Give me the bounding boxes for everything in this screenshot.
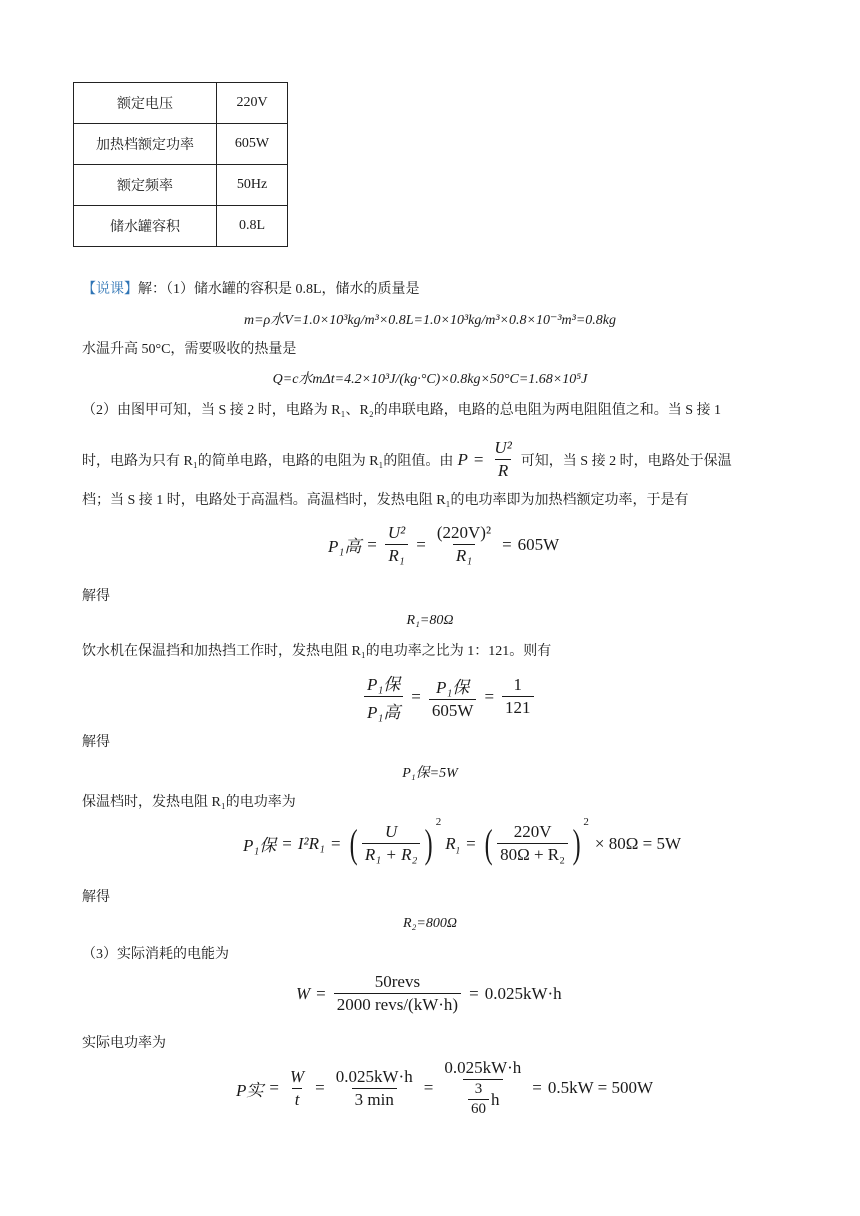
paragraph-text: （3）实际消耗的电能为 [82,947,229,962]
equation-mass: m=ρ水V=1.0×10³kg/m³×0.8L=1.0×10³kg/m³×0.8×10⁻³m³=0.8kg [243,313,617,328]
formula-denominator: 3 min [352,1088,397,1110]
paragraph-text: 档；当 S 接 1 时，电路处于高温档。高温档时，发热电阻 R₁的电功率即为加热档额定功率，于是有 [82,493,689,508]
formula-numerator: (220V)² [436,523,492,542]
formula-ratio: $\frac{\text{P₁保}}{\text{P₁高}}$ = $\frac{\text{P₁保}}{605W}$ = $\frac{1}{121}$ [362,670,536,723]
formula-denominator [463,1079,503,1118]
inner-unit: h [491,1089,500,1109]
spec-value: 220V [217,83,288,124]
inner-denominator: 60 [468,1099,489,1118]
paragraph-text: 可知，当 S 接 2 时，电路处于保温 [520,453,732,469]
formula-numerator: 220V [513,822,552,841]
formula-term: P实 [236,1080,264,1100]
formula-numerator: 50revs [374,972,421,991]
paragraph-text: 解得 [82,589,110,604]
spec-value: 0.8L [217,206,288,247]
formula-numerator: 0.025kW·h [335,1066,413,1086]
paragraph-text: 时，电路为只有 R₁的简单电路，电路的电阻为 R₁的阻值。由 [82,453,454,469]
formula-term: P₁高 [328,537,362,556]
formula-denominator: t [292,1088,303,1110]
formula-p1-high: P₁高 = $\frac{\text{U²}}{\text{R₁}}$ = $\frac{\text{(220V)²}}{\text{R₁}}$ = 605W [328,523,560,565]
formula-symbol: P [457,449,468,469]
paragraph-text: （2）由图甲可知，当 S 接 2 时，电路为 R₁、R₂的串联电路，电路的总电阻为两电阻阻值之和。当 S 接 1 [82,403,722,418]
spec-label: 储水罐容积 [74,206,217,247]
formula-energy: W = $\frac{\text{50revs}}{\text{2000 revs/(kW·h)}}$ = 0.025kW·h [296,972,562,1014]
formula-denominator: P₁高 [364,696,403,723]
spec-label: 额定电压 [74,83,217,124]
formula-term: × 80Ω = 5W [594,833,682,853]
paragraph-text: 水温升高 50°C，需要吸收的热量是 [82,342,297,357]
table-row [74,124,288,165]
formula-numerator: W [289,1066,305,1086]
formula-denominator: R₁ [385,544,407,566]
paragraph-text: 解得 [82,735,110,750]
result-r1: R₁=80Ω [406,613,454,628]
result-r2: R₂=800Ω [403,916,457,931]
paragraph-line-with-formula [82,438,732,481]
formula-numerator: 1 [513,675,523,694]
paragraph-text: 保温档时，发热电阻 R₁的电功率为 [82,795,296,810]
formula-numerator: U² [387,523,406,542]
table-row [74,165,288,206]
paragraph-text: 解得 [82,890,110,905]
spec-value: 605W [217,124,288,165]
inner-numerator: 3 [474,1081,483,1097]
result-p1-bao: P₁保=5W [402,766,458,781]
spec-table [73,82,288,247]
formula-term: W [296,983,311,1003]
spec-label: 加热档额定功率 [74,124,217,165]
paragraph-text: 实际电功率为 [82,1036,166,1051]
table-row [74,83,288,124]
formula-denominator: R₁ [453,544,475,566]
formula-term: I²R₁ [297,833,325,853]
formula-fraction [491,438,514,481]
formula-denominator: R₁ + R₂ [362,843,421,865]
formula-actual-power: P实 = $\frac{W}{t}$ = $\frac{0.025kW\cdot h}{3 \min}$ = 0.025kW·h $\frac{3}{60}$ h = 0.5kW = 500W [236,1058,653,1117]
table-row [74,206,288,247]
formula-denominator: 121 [502,696,534,718]
formula-numerator: 0.025kW·h [444,1058,522,1077]
formula-denominator: 80Ω + R₂ [497,843,568,865]
lead-tag: 【说课】 [82,282,138,297]
solution-part1-intro [82,278,420,298]
formula-denominator: R [495,459,511,481]
formula-numerator: U² [494,438,512,457]
spec-value: 50Hz [217,165,288,206]
paragraph-text: 饮水机在保温挡和加热挡工作时，发热电阻 R₁的电功率之比为 1：121。则有 [82,644,552,659]
formula-p1-bao: P₁保 = I²R₁ = ( $\frac{U}{\text{R₁ + R₂}}$ ) 2 $R_1$ = ( $\frac{220V}{\text{80Ω + R₂}}$ ) 2 × 80Ω = 5W [243,816,682,866]
equation-heat: Q=c水mΔt=4.2×10³J/(kg·°C)×0.8kg×50°C=1.68×10⁵J [272,372,588,387]
formula-numerator: U [385,822,398,841]
formula-denominator: 605W [429,699,477,721]
formula-term: P₁保 [243,836,277,855]
paragraph-text: 解：（1）储水罐的容积是 0.8L，储水的质量是 [138,282,420,297]
formula-term: 605W [517,534,560,554]
power-formula: P = $\frac{\text{U²}}{R}$ [457,438,516,481]
spec-label: 额定频率 [74,165,217,206]
formula-numerator: P₁保 [367,675,401,694]
formula-term: 0.5kW = 500W [547,1078,653,1097]
formula-term: 0.025kW·h [484,983,562,1003]
formula-denominator: 2000 revs/(kW·h) [334,993,461,1015]
formula-numerator: P₁保 [436,677,470,697]
